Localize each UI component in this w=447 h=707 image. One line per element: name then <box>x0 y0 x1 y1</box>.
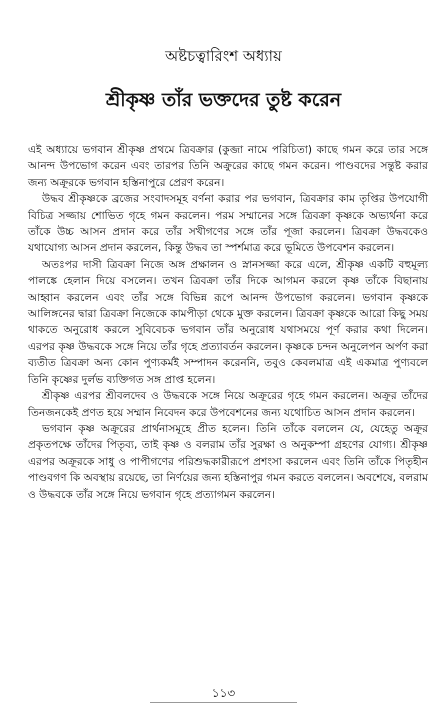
chapter-title: শ্রীকৃষ্ণ তাঁর ভক্তদের তুষ্ট করেন <box>105 89 342 111</box>
footer-rule <box>150 702 297 703</box>
paragraph: শ্রীকৃষ্ণ এরপর শ্রীবলদেব ও উদ্ধবকে সঙ্গে নিয়ে অক্রূরের গৃহে গমন করলেন। অক্রূর তাঁদের তিনজনকেই প্রণত হয়ে সম্মান নিবেদন করে উপবেশনের জন্য যথোচিত আসন প্রদান করলেন। <box>28 390 428 419</box>
page-number: ১১৩ <box>211 686 236 700</box>
chapter-heading: অষ্টচত্বারিংশ অধ্যায় <box>165 47 282 65</box>
paragraph: এই অধ্যায়ে ভগবান শ্রীকৃষ্ণ প্রথমে ত্রিবক্রার (কুব্জা নামে পরিচিতা) কাছে গমন করে তার সঙ্গে আনন্দ উপভোগ করেন এবং তারপর তিনি অক্রুরের কাছে গমন করেন। পাণ্ডবদের সন্তুষ্ট করার জন্য অক্রূরকে ভগবান হস্তিনাপুরে প্রেরণ করেন। <box>28 144 428 189</box>
paragraph: অতঃপর দাসী ত্রিবক্রা নিজে অঙ্গ প্রক্ষালন ও স্নানসজ্জা করে এলে, শ্রীকৃষ্ণ একটি বহুমূল্য পালঙ্কে হেলান দিয়ে বসলেন। তখন ত্রিবক্রা তাঁর দিকে আগমন করলে কৃষ্ণ তাঁকে বিছানায় আহ্বান করলেন এবং তাঁর সঙ্গে বিভিন্ন রূপে আনন্দ উপভোগ করলেন। ভগবান কৃষ্ণকে আলিঙ্গনের দ্বারা ত্রিবক্রা নিজেকে কামপীড়া থেকে মুক্ত করলেন। ত্রিবক্রা কৃষ্ণকে আরো কিছু সময় থাকতে অনুরোধ করলে সুবিবেচক ভগবান তাঁর অনুরোধ যথাসময়ে পূর্ণ করার কথা দিলেন। এরপর কৃষ্ণ উদ্ধবকে সঙ্গে নিয়ে তাঁর গৃহে প্রত্যাবর্তন করলেন। কৃষ্ণকে চন্দন অনুলেপন অর্পণ করা ব্যতীত ত্রিবক্রা অন্য কোন পুণ্যকর্মই সম্পাদন করেননি, তবুও কেবলমাত্র এই একমাত্র পুণ্যবলে তিনি কৃষ্ণের দুর্লভ ব্যক্তিগত সঙ্গ প্রাপ্ত হলেন। <box>28 258 428 386</box>
paragraph: উদ্ধব শ্রীকৃষ্ণকে ব্রজের সংবাদসমূহ বর্ণনা করার পর ভগবান, ত্রিবক্রার কাম তৃপ্তির উপযোগী বিচিত্র সজ্জায় শোভিত গৃহে গমন করলেন। পরম সম্মানের সঙ্গে ত্রিবক্রা কৃষ্ণকে অভ্যর্থনা করে তাঁকে উচ্চ আসন প্রদান করে তাঁর সখীগণের সঙ্গে তাঁর পূজা করলেন। ত্রিবক্রা উদ্ধবকেও যথাযোগ্য আসন প্রদান করলেন, কিন্তু উদ্ধব তা স্পর্শমাত্র করে ভূমিতে উপবেশন করলেন। <box>28 193 428 255</box>
chapter-summary <box>28 142 428 503</box>
paragraph: ভগবান কৃষ্ণ অক্রূরের প্রার্থনাসমূহে প্রীত হলেন। তিনি তাঁকে বললেন যে, যেহেতু অক্রূর প্রকৃতপক্ষে তাঁদের পিতৃব্য, তাই কৃষ্ণ ও বলরাম তাঁর সুরক্ষা ও অনুকম্পা গ্রহণের যোগ্য। শ্রীকৃষ্ণ এরপর অক্রূরকে সাধু ও পাপীগণের পরিশুদ্ধকারীরূপে প্রশংসা করলেন এবং তিনি তাঁকে পিতৃহীন পাণ্ডবগণ কি অবস্থায় রয়েছে, তা নির্ণয়ের জন্য হস্তিনাপুর গমন করতে বললেন। অবশেষে, বলরাম ও উদ্ধবকে তাঁর সঙ্গে নিয়ে ভগবান গৃহে প্রত্যাগমন করলেন। <box>28 422 428 501</box>
